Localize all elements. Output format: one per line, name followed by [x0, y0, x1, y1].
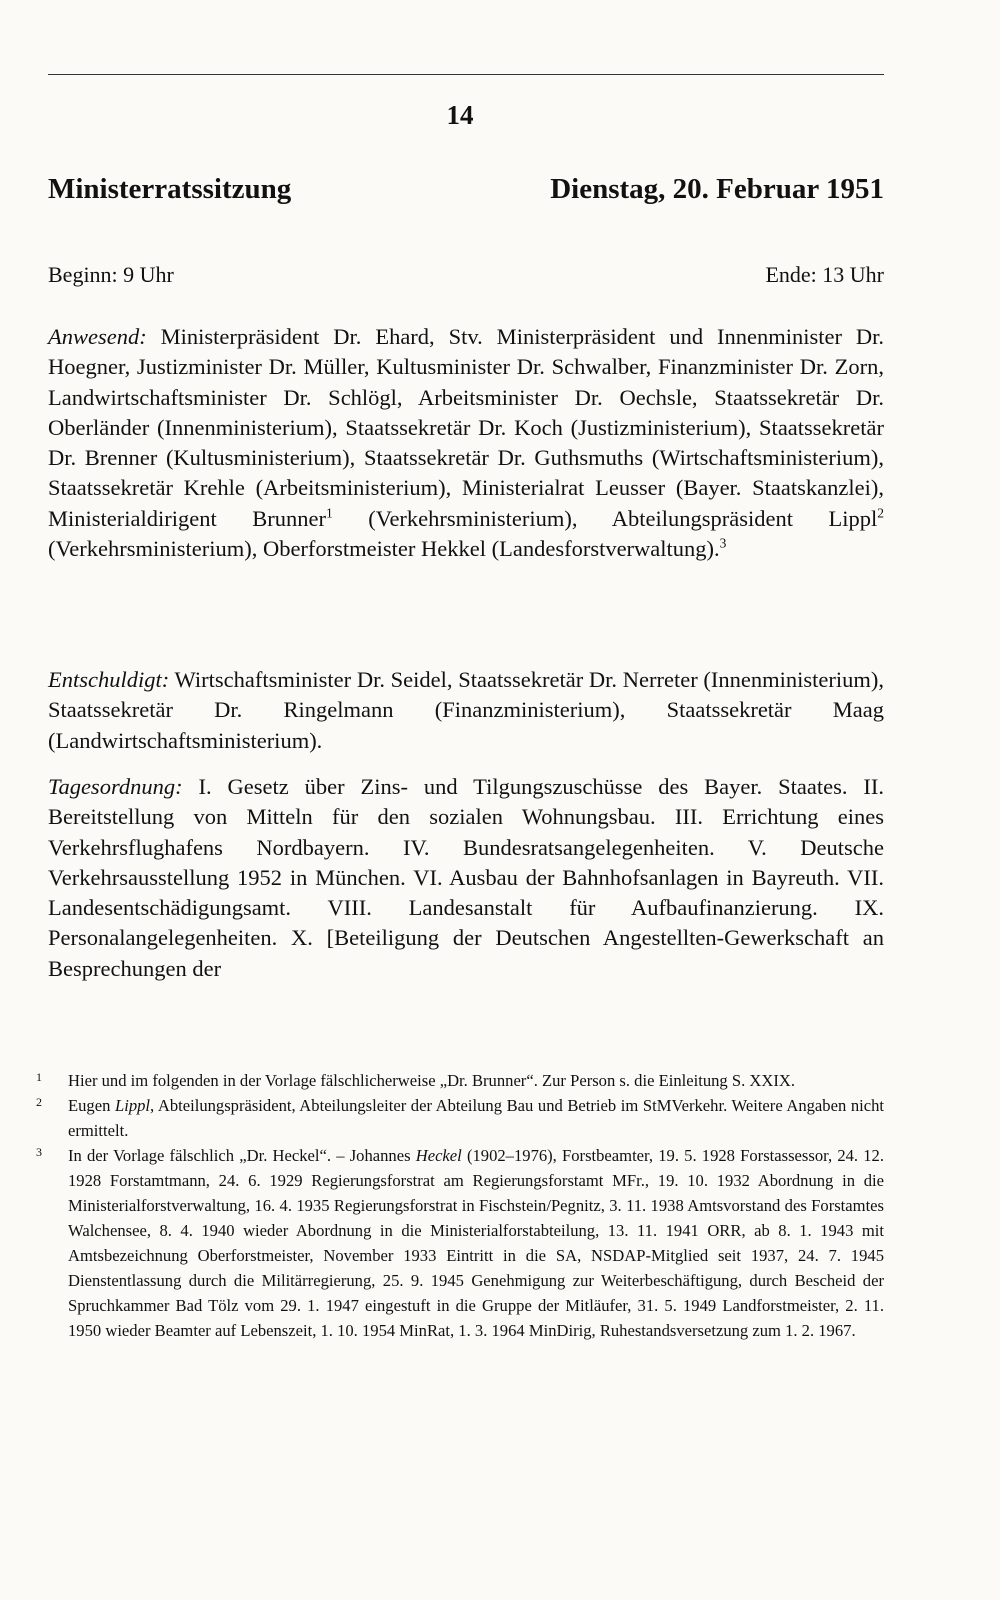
- attendees-text: Ministerpräsident Dr. Ehard, Stv. Ministerpräsident und Innenminister Dr. Hoegner, Justizminister Dr. Müller, Kultusminister Dr. Schwalber, Finanzminister Dr. Zorn, Landwirtschaftsminister Dr. Schlögl, Arbeitsminister Dr. Oechsle, Staatssekretär Dr. Oberländer (Innenministerium), Staatssekretär Dr. Koch (Justizministerium), Staatssekretär Dr. Brenner (Kultusministerium), Staatssekretär Dr. Guthsmuths (Wirtschaftsministerium), Staatssekretär Krehle (Arbeitsministerium), Ministerialrat Leusser (Bayer. Staatskanzlei), Ministerialdirigent Brunner: [48, 324, 884, 531]
- footnote-ref-1: 1: [325, 505, 333, 521]
- session-date: Dienstag, 20. Februar 1951: [550, 173, 884, 205]
- footnote-text: [68, 1093, 884, 1143]
- footnote-person-name: Lippl: [114, 1096, 151, 1115]
- footnote-text-post: (1902–1976), Forstbeamter, 19. 5. 1928 Forstassessor, 24. 12. 1928 Forstamtmann, 24. 6. 1929 Regierungsforstrat am Regierungsforstamt MFr., 19. 10. 1932 Abordnung in die Ministerialforstverwaltung, 16. 4. 1935 Regierungsforstrat in Fischstein/Pegnitz, 3. 11. 1938 Amtsvorstand des Forstamtes Walchensee, 8. 4. 1940 wieder Abordnung in die Ministerialforstabteilung, 13. 11. 1941 ORR, ab 8. 1. 1943 mit Amtsbezeichnung Oberforstmeister, November 1933 Eintritt in die SA, NSDAP-Mitglied seit 1937, 24. 7. 1945 Dienstentlassung durch die Militärregierung, 25. 9. 1945 Genehmigung zur Weiterbeschäftigung, durch Bescheid der Spruchkammer Bad Tölz vom 29. 1. 1947 eingestuft in die Gruppe der Mitläufer, 31. 5. 1949 Landforstmeister, 2. 11. 1950 wieder Beamter auf Lebenszeit, 1. 10. 1954 MinRat, 1. 3. 1964 MinDirig, Ruhestandsversetzung zum 1. 2. 1967.: [68, 1146, 884, 1340]
- excused-paragraph: [48, 665, 884, 756]
- excused-label: Entschuldigt:: [48, 667, 170, 692]
- session-times: [48, 262, 884, 288]
- end-time: Ende: 13 Uhr: [765, 262, 884, 287]
- protocol-number: 14: [446, 100, 474, 130]
- footnote-ref-3: 3: [719, 535, 727, 551]
- agenda-text: I. Gesetz über Zins- und Tilgungszuschüsse des Bayer. Staates. II. Bereitstellung von Mitteln für den sozialen Wohnungsbau. III. Errichtung eines Verkehrsflughafens Nordbayern. IV. Bundesratsangelegenheiten. V. Deutsche Verkehrsausstellung 1952 in München. VI. Ausbau der Bahnhofsanlagen in Bayreuth. VII. Landesentschädigungsamt. VIII. Landesanstalt für Aufbaufinanzierung. IX. Personalangelegenheiten. X. [Beteiligung der Deutschen Angestellten-Gewerkschaft an Besprechungen der: [48, 774, 884, 981]
- footnotes: [36, 1068, 884, 1343]
- footnote-3: [36, 1143, 884, 1343]
- footnote-number: 2: [36, 1095, 42, 1109]
- header-rule: [48, 74, 884, 75]
- excused-text: Wirtschaftsminister Dr. Seidel, Staatssekretär Dr. Nerreter (Innenministerium), Staatssekretär Dr. Ringelmann (Finanzministerium), Staatssekretär Maag (Landwirtschaftsministerium).: [48, 667, 884, 753]
- attendees-text-3: (Verkehrsministerium), Oberforstmeister Hekkel (Landesforstverwaltung).: [48, 536, 720, 562]
- footnote-text-pre: In der Vorlage fälschlich „Dr. Heckel“. – Johannes: [68, 1146, 416, 1165]
- session-title-row: [48, 173, 884, 206]
- footnote-text-pre: Eugen: [68, 1096, 115, 1115]
- footnote-number: 1: [36, 1070, 42, 1084]
- footnote-text: [68, 1143, 884, 1343]
- footnote-person-name: Heckel: [415, 1146, 462, 1165]
- footnote-text: Hier und im folgenden in der Vorlage fälschlicherweise „Dr. Brunner“. Zur Person s. die Einleitung S. XXIX.: [68, 1071, 796, 1090]
- attendees-paragraph: [48, 322, 884, 564]
- attendees-text-2: (Verkehrsministerium), Abteilungspräsident Lippl: [332, 505, 878, 531]
- agenda-label: Tagesordnung:: [48, 774, 183, 799]
- session-title: Ministerratssitzung: [48, 173, 292, 205]
- agenda-paragraph: [48, 772, 884, 984]
- footnote-number: 3: [36, 1145, 42, 1159]
- begin-time: Beginn: 9 Uhr: [48, 262, 174, 287]
- attendees-label: Anwesend:: [48, 324, 147, 349]
- footnote-1: [36, 1068, 884, 1093]
- footnote-2: [36, 1093, 884, 1143]
- footnote-text-post: , Abteilungspräsident, Abteilungsleiter der Abteilung Bau und Betrieb im StMVerkehr. Weitere Angaben nicht ermittelt.: [68, 1096, 885, 1140]
- footnote-ref-2: 2: [877, 505, 884, 521]
